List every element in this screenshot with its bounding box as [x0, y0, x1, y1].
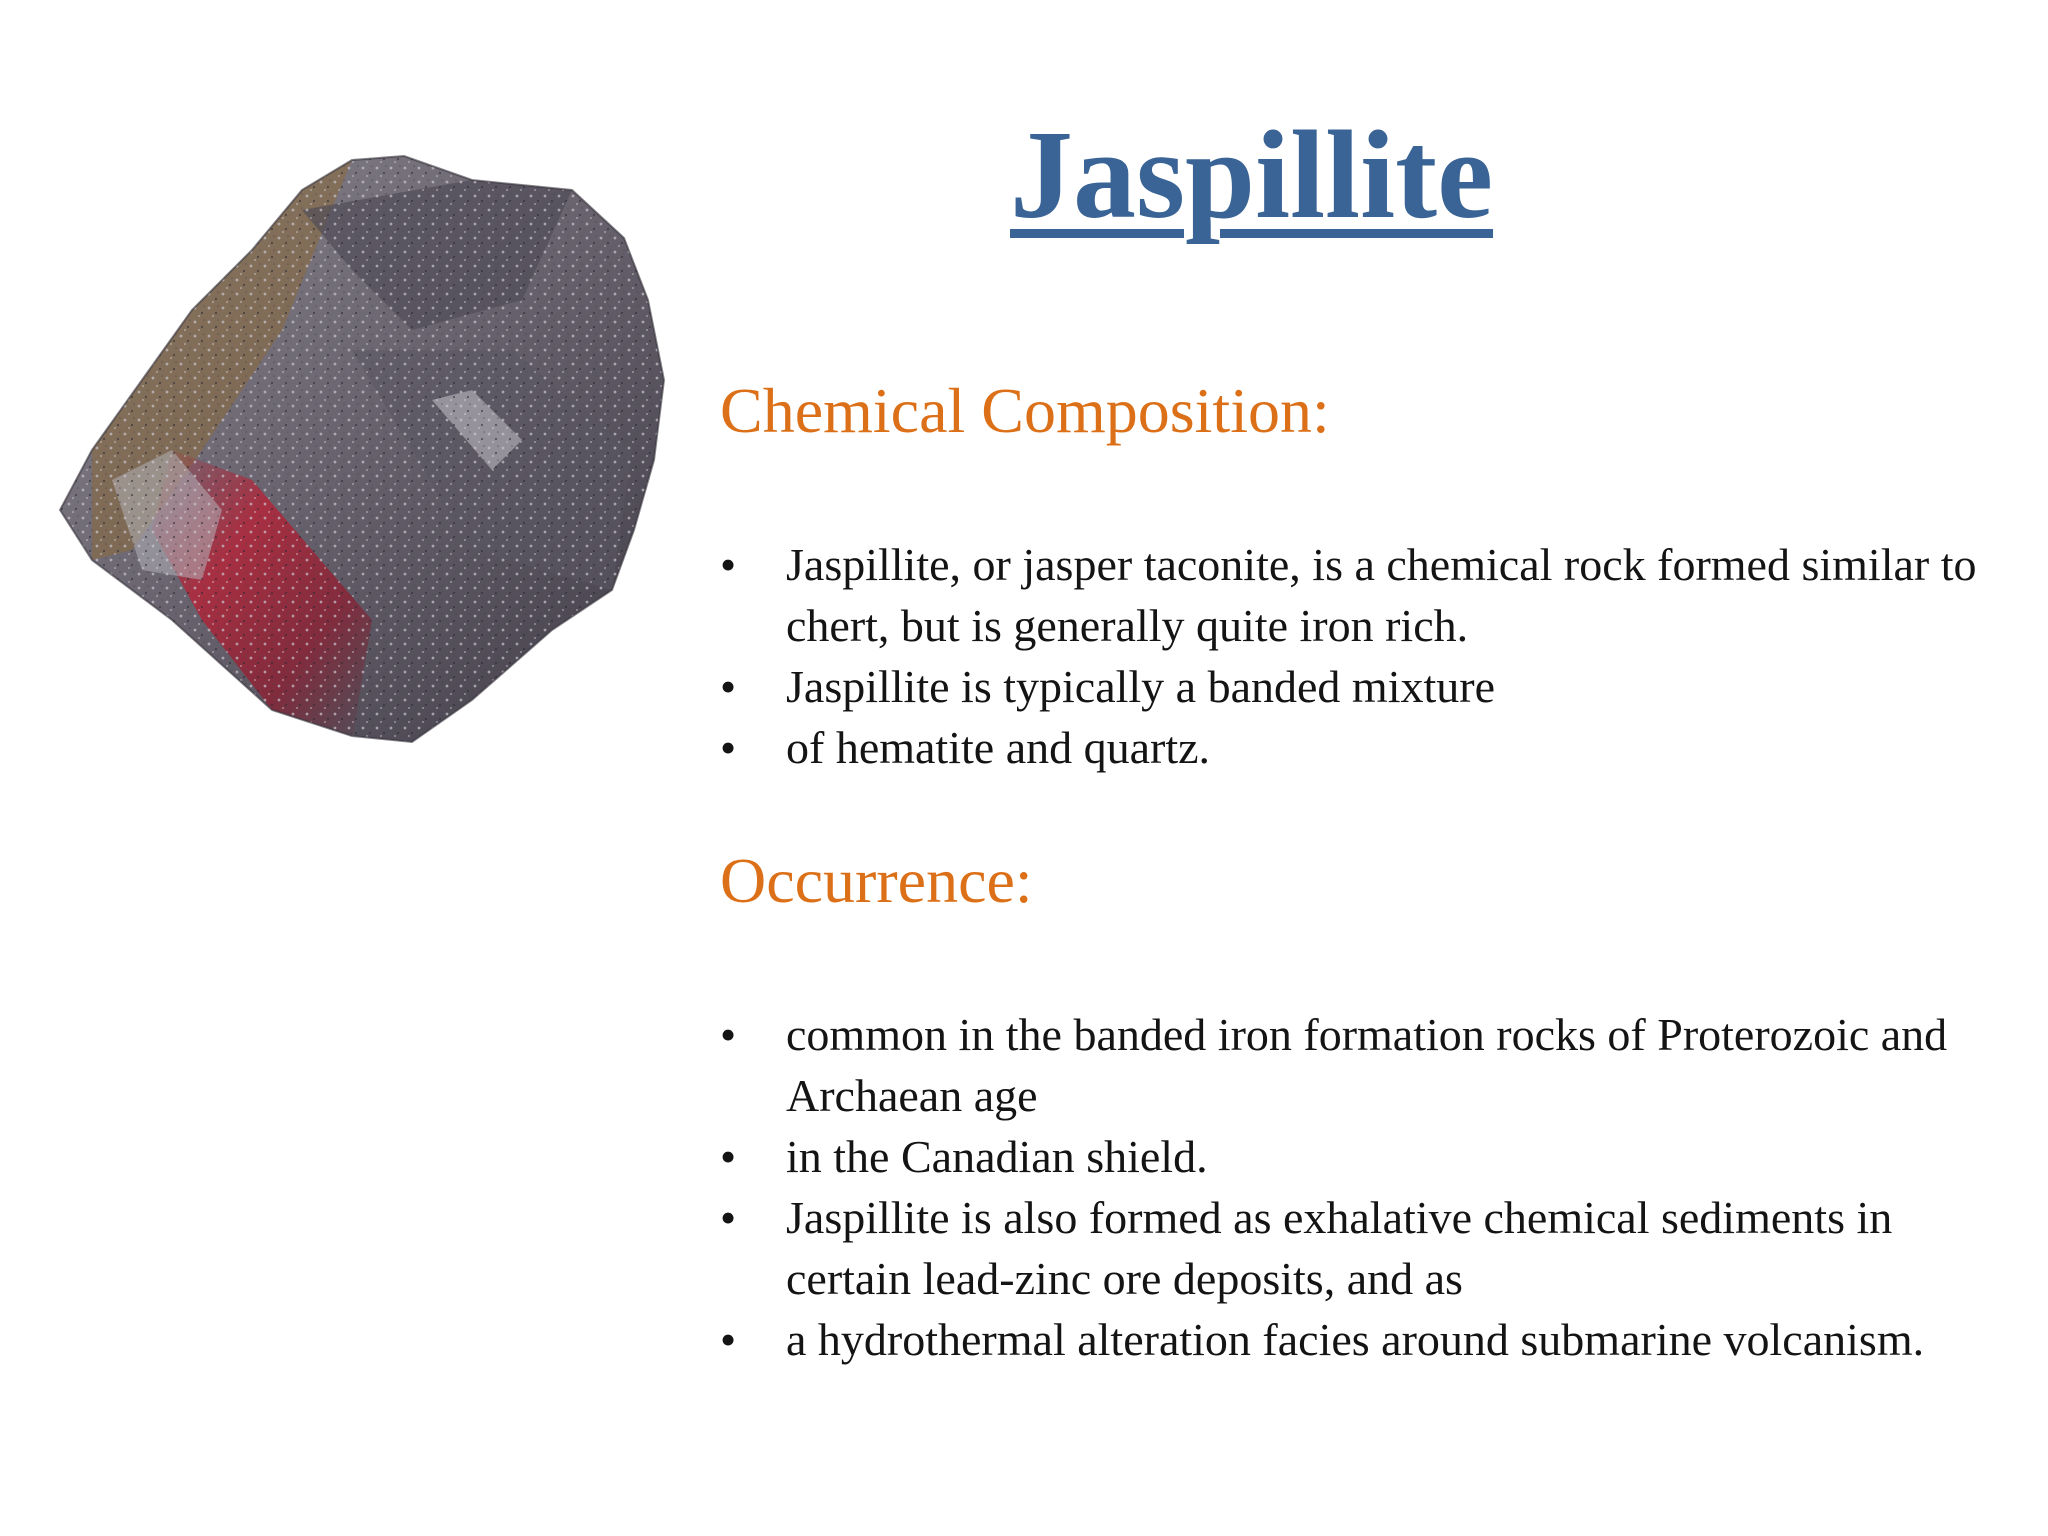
bullet-icon: • [720, 1131, 737, 1182]
chemical-composition-list [720, 534, 2020, 778]
occurrence-list [720, 1004, 2020, 1370]
list-item [720, 717, 2020, 778]
list-item-text: Jaspillite is also formed as exhalative chemical sediments in certain lead-zinc ore deposits, and as [786, 1192, 1893, 1304]
list-item [720, 656, 2020, 717]
list-item-text: common in the banded iron formation rocks of Proterozoic and Archaean age [786, 1009, 1948, 1121]
list-item [720, 1126, 2020, 1187]
bullet-icon: • [720, 1009, 737, 1060]
bullet-icon: • [720, 1314, 737, 1365]
rock-specimen-image [52, 150, 672, 750]
section-heading-occurrence: Occurrence: [720, 845, 1033, 916]
bullet-icon: • [720, 661, 737, 712]
list-item-text: Jaspillite, or jasper taconite, is a chemical rock formed similar to chert, but is generally quite iron rich. [786, 539, 1977, 651]
list-item-text: of hematite and quartz. [786, 722, 1211, 773]
slide-title: Jaspillite [1010, 106, 1494, 245]
bullet-icon: • [720, 1192, 737, 1243]
list-item-text: a hydrothermal alteration facies around submarine volcanism. [786, 1314, 1925, 1365]
bullet-icon: • [720, 722, 737, 773]
section-heading-chemical-composition: Chemical Composition: [720, 375, 1330, 446]
rock-specimen-icon [52, 150, 672, 750]
list-item-text: Jaspillite is typically a banded mixture [786, 661, 1496, 712]
list-item [720, 1004, 2020, 1126]
list-item-text: in the Canadian shield. [786, 1131, 1208, 1182]
list-item [720, 1187, 2020, 1309]
list-item [720, 534, 2020, 656]
bullet-icon: • [720, 539, 737, 590]
list-item [720, 1309, 2020, 1370]
